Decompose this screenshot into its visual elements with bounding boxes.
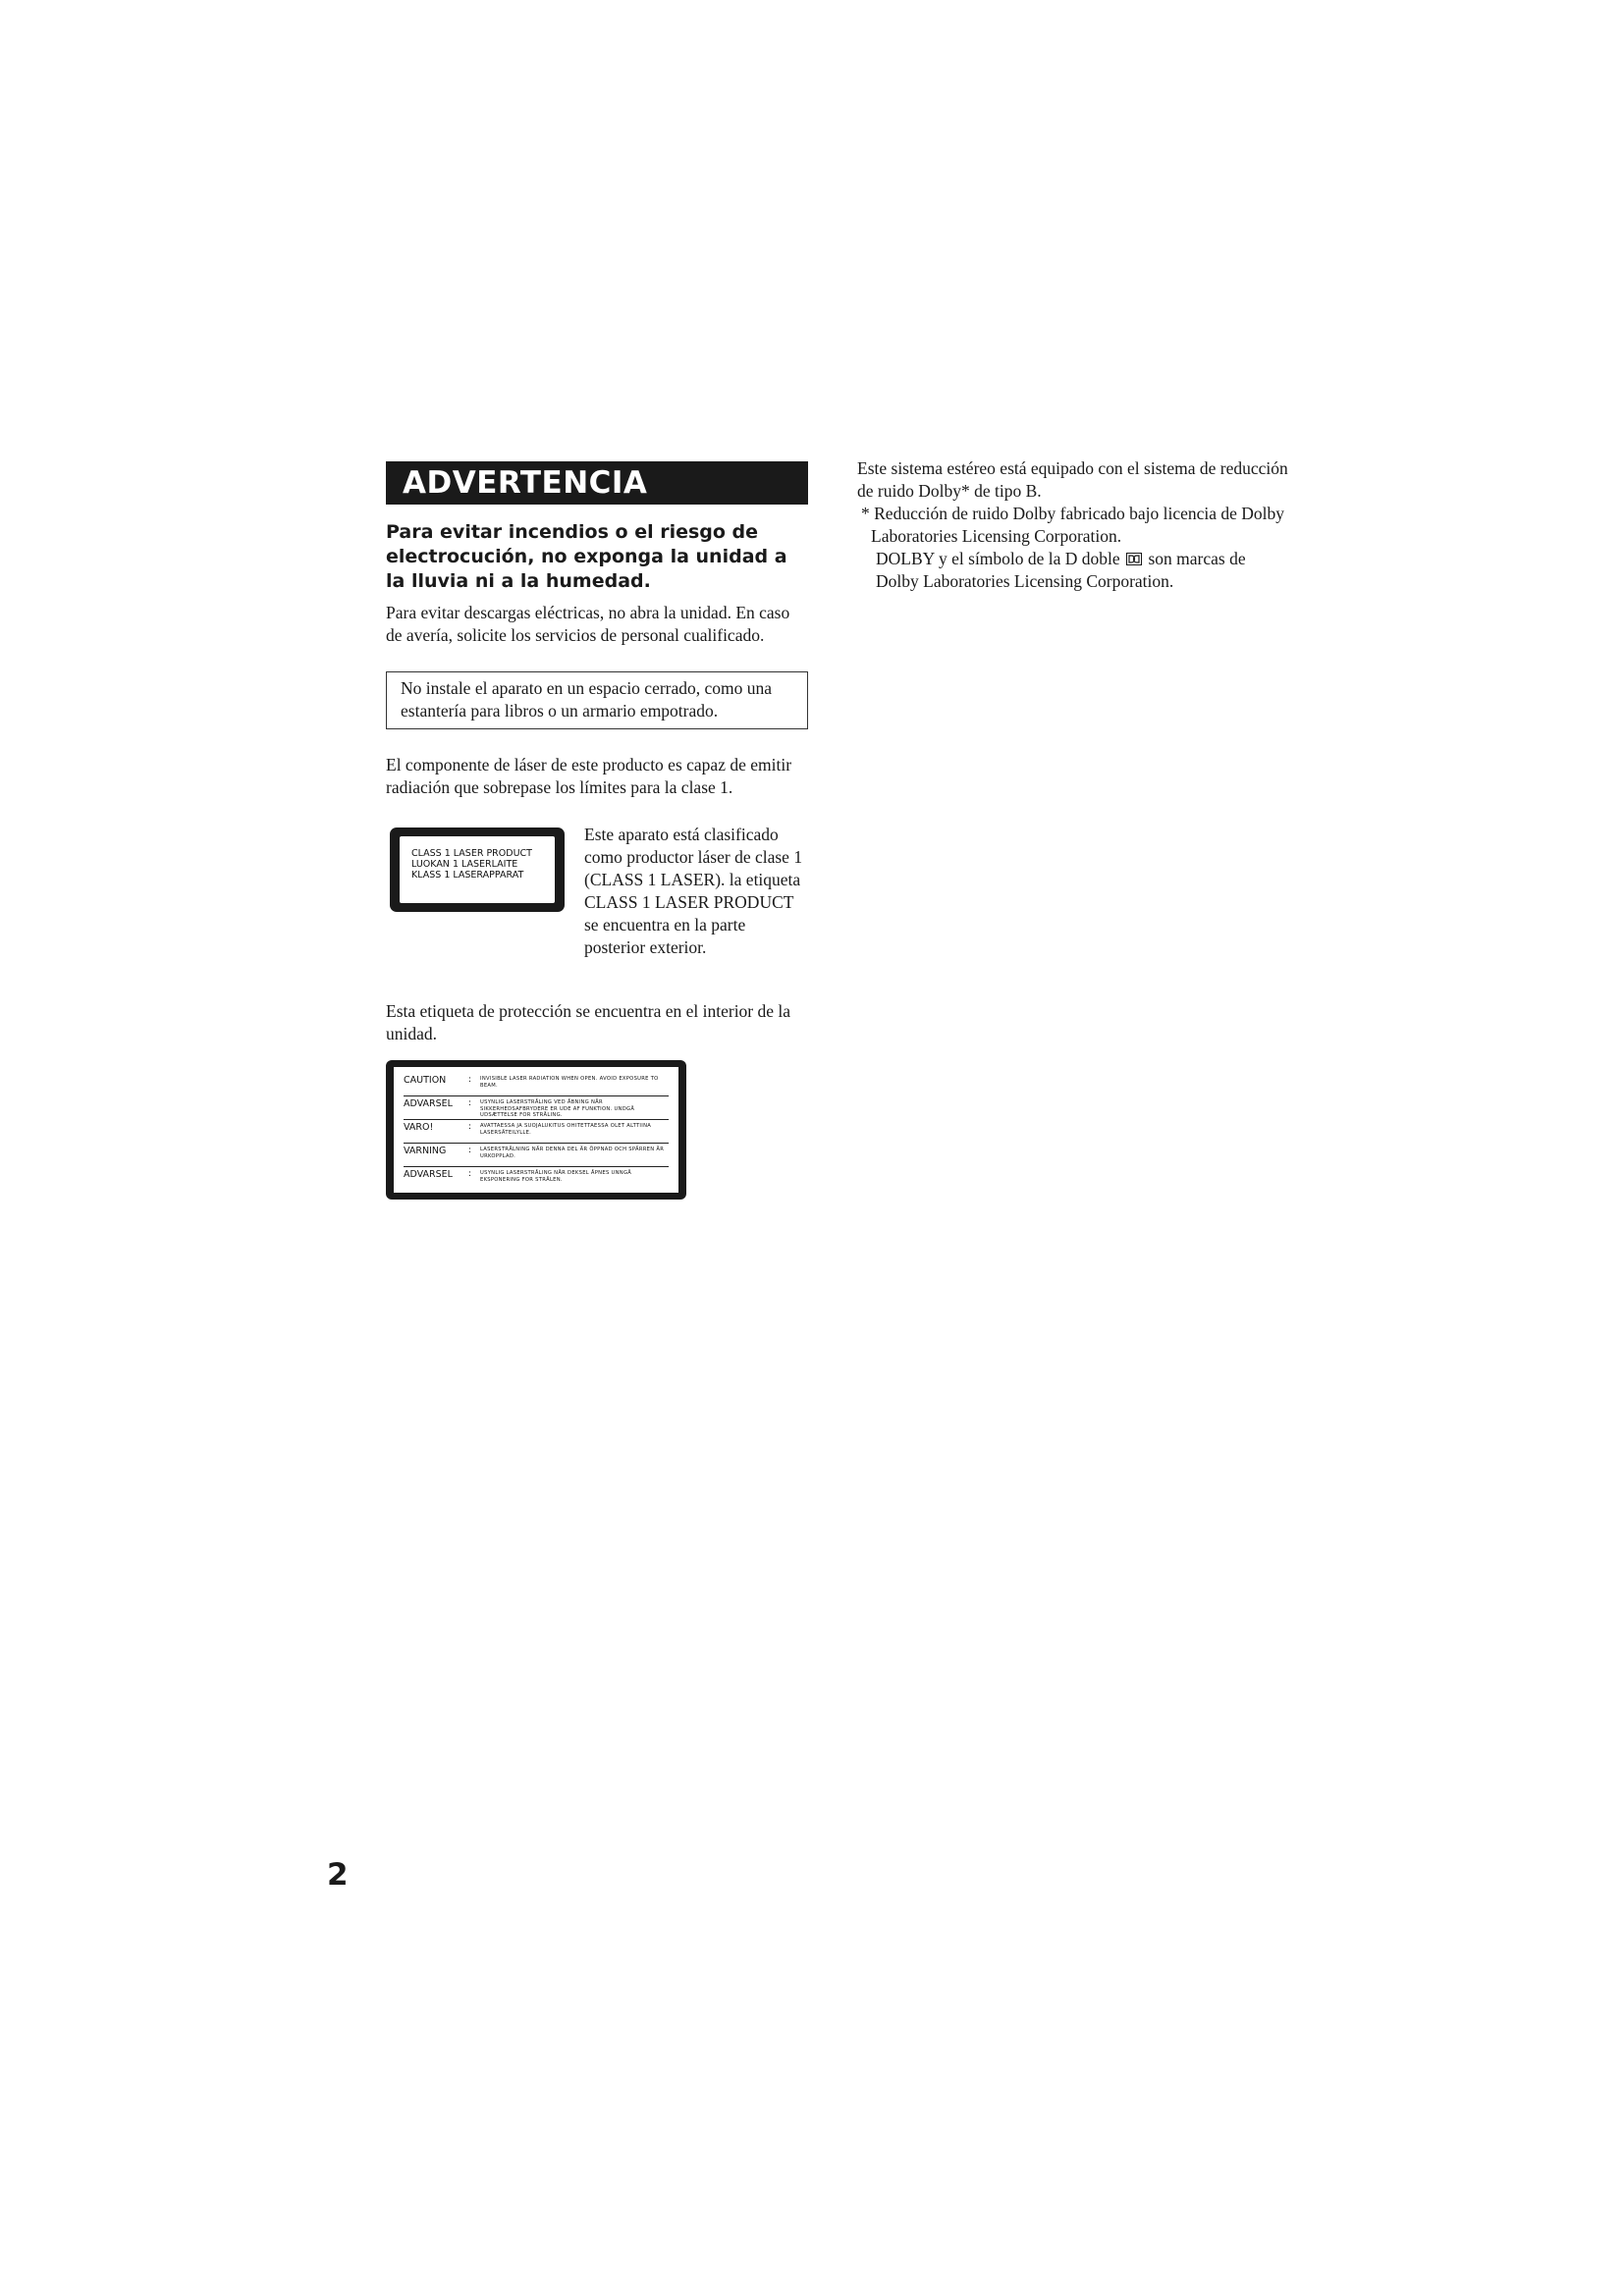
class1-label-text	[400, 836, 555, 903]
caution-colon: :	[468, 1075, 472, 1085]
caution-word: VARNING	[404, 1146, 447, 1156]
caution-row	[404, 1120, 669, 1144]
caution-row	[404, 1167, 669, 1190]
caution-word: CAUTION	[404, 1075, 447, 1086]
install-notice-box: No instale el aparato en un espacio cerrado, como una estantería para libros o un armario empotrado.	[386, 671, 808, 729]
double-d-icon	[1126, 553, 1142, 565]
caution-row	[404, 1144, 669, 1167]
caution-text: USYNLIG LASERSTRÅLING NÅR DEKSEL ÅPNES UNNGÅ EKSPONERING FOR STRÅLEN.	[480, 1170, 632, 1183]
caution-colon: :	[468, 1146, 472, 1155]
trademark-text-before: DOLBY y el símbolo de la D doble	[876, 549, 1120, 568]
caution-text: AVATTAESSA JA SUOJALUKITUS OHITETTAESSA OLET ALTTIINA LASERSÄTEILYLLE.	[480, 1123, 652, 1136]
caution-text: INVISIBLE LASER RADIATION WHEN OPEN. AVOID EXPOSURE TO BEAM.	[480, 1076, 659, 1089]
caution-text: USYNLIG LASERSTRÅLING VED ÅBNING NÅR SIKKERHEDSAFBRYDERE ER UDE AF FUNKTION. UNDGÅ UDSÆTTELSE FOR STRÅLING.	[480, 1099, 635, 1118]
caution-colon: :	[468, 1169, 472, 1179]
caution-label-inner	[394, 1067, 678, 1193]
trademark-text-after: son marcas de Dolby Laboratories Licensing Corporation.	[876, 549, 1246, 591]
page-number: 2	[327, 1857, 349, 1893]
left-column	[386, 461, 808, 1200]
class1-label-line: KLASS 1 LASERAPPARAT	[411, 870, 524, 881]
caution-word: ADVARSEL	[404, 1098, 453, 1109]
caution-word: ADVARSEL	[404, 1169, 453, 1180]
fire-warning: Para evitar incendios o el riesgo de electrocución, no exponga la unidad a la lluvia ni a la humedad.	[386, 521, 787, 592]
shock-paragraph: Para evitar descargas eléctricas, no abra la unidad. En caso de avería, solicite los servicios de personal cualificado.	[386, 603, 790, 645]
caution-word: VARO!	[404, 1122, 434, 1133]
right-column	[857, 457, 1289, 593]
laser-paragraph: El componente de láser de este producto es capaz de emitir radiación que sobrepase los límites para la clase 1.	[386, 755, 792, 797]
caution-colon: :	[468, 1098, 472, 1108]
class1-laser-label	[390, 828, 565, 912]
caution-text: LASERSTRÅLNING NÄR DENNA DEL ÄR ÖPPNAD OCH SPÄRREN ÄR URKOPPLAD.	[480, 1147, 665, 1159]
caution-label	[386, 1060, 686, 1200]
class1-description: Este aparato está clasificado como productor láser de clase 1 (CLASS 1 LASER). la etiqueta CLASS 1 LASER PRODUCT se encuentra en la parte posterior exterior.	[584, 825, 803, 957]
dolby-paragraph: Este sistema estéreo está equipado con el sistema de reducción de ruido Dolby* de tipo B.	[857, 458, 1288, 501]
caution-row	[404, 1073, 669, 1096]
dolby-trademark	[857, 548, 1289, 593]
class1-label-row	[386, 824, 808, 981]
section-heading: ADVERTENCIA	[386, 461, 808, 505]
caution-colon: :	[468, 1122, 472, 1132]
protection-paragraph: Esta etiqueta de protección se encuentra en el interior de la unidad.	[386, 1001, 791, 1043]
class1-label-line: CLASS 1 LASER PRODUCT	[411, 848, 532, 859]
dolby-footnote: * Reducción de ruido Dolby fabricado bajo licencia de Dolby Laboratories Licensing Corporation.	[861, 504, 1285, 546]
caution-row	[404, 1096, 669, 1120]
class1-label-line: LUOKAN 1 LASERLAITE	[411, 859, 518, 870]
